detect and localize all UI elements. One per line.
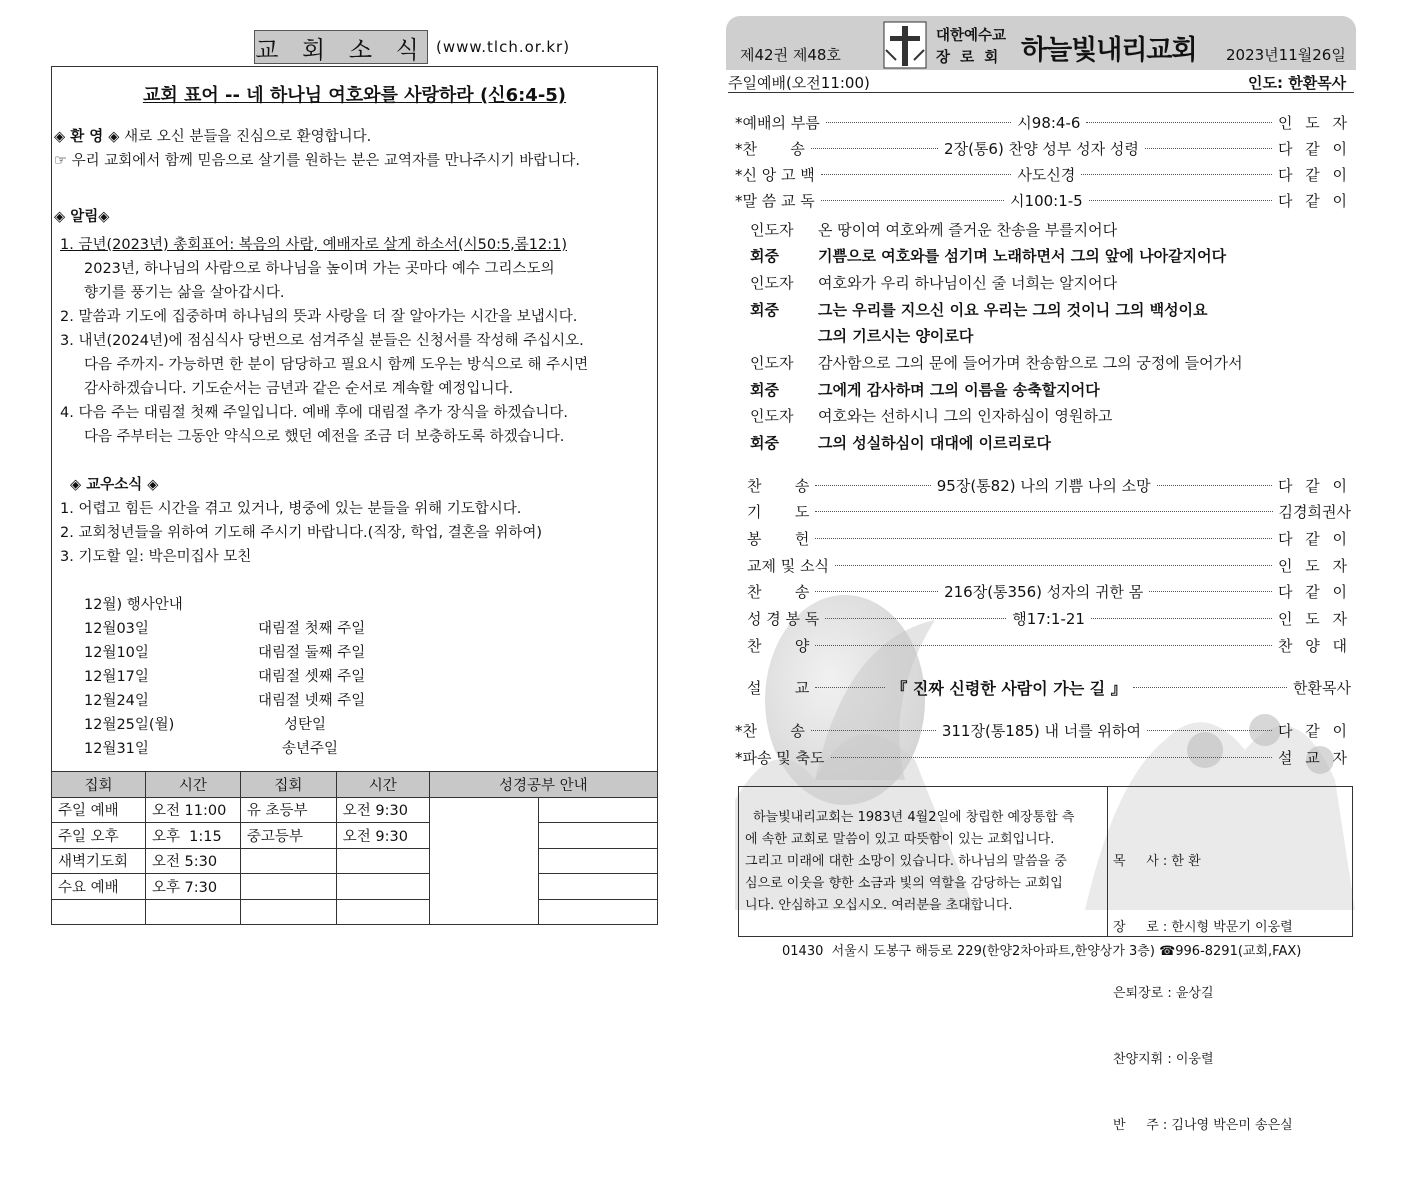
welcome-line: ◈ 환 영 ◈ 새로 오신 분들을 진심으로 환영합니다. [54,129,372,145]
event-name: 송년주일 [282,741,339,757]
col-header: 시간 [336,772,429,798]
schedule-header-row [52,772,658,798]
reading-speaker: 회중 [750,247,779,265]
table-cell: 오전 9:30 [336,797,429,823]
staff-list [1113,807,1293,1181]
table-cell [336,874,429,900]
order-item: 교제 및 소식 인 도 자 [747,556,1351,575]
notice-item: 2023년, 하나님의 사람으로 하나님을 높이며 가는 곳마다 예수 그리스도의 [84,261,555,277]
notice-item: 4. 다음 주는 대림절 첫째 주일입니다. 예배 후에 대림절 추가 장식을 하겠습니다. [60,405,568,421]
staff-line: 은퇴장로 : 윤상길 [1113,986,1214,1001]
table-cell: 오전 5:30 [145,848,240,874]
service-name: 주일예배(오전11:00) [728,74,870,92]
order-item: *예배의 부름 시98:4-6 인 도 자 [735,113,1351,132]
event-name: 대림절 넷째 주일 [258,693,366,709]
order-item: *말 씀 교 독 시100:1-5 다 같 이 [735,191,1351,210]
order-item: 찬 송 95장(통82) 나의 기쁨 나의 소망 다 같 이 [747,476,1352,495]
volume-number: 제42권 제48호 [740,46,841,64]
bulletin-date: 2023년11월26일 [1226,46,1346,64]
table-cell [429,797,539,925]
welcome-note: ☞ 우리 교회에서 함께 믿음으로 살기를 원하는 분은 교역자를 만나주시기 바랍니다. [54,153,580,169]
table-cell [539,848,658,874]
notice-item: 향기를 풍기는 삶을 살아갑시다. [84,285,285,301]
order-item: 봉 헌 다 같 이 [747,529,1351,548]
reading-speaker: 인도자 [750,354,794,372]
reading-speaker: 회중 [750,381,779,399]
about-line: 심으로 이웃을 향한 소금과 빛의 역할을 감당하는 교회입 [745,876,1063,891]
table-cell [145,899,240,925]
news-box [51,66,658,773]
order-item: *신 앙 고 백 사도신경 다 같 이 [735,165,1351,184]
service-leader: 인도: 한환목사 [1248,74,1347,92]
about-line: 그리고 미래에 대한 소망이 있습니다. 하나님의 말씀을 중 [745,854,1067,869]
cross-logo-icon [882,20,928,70]
news-item: 3. 기도할 일: 박은미집사 모친 [60,549,252,565]
col-header: 시간 [145,772,240,798]
table-cell [240,899,336,925]
order-item: 성 경 봉 독 행17:1-21 인 도 자 [747,609,1351,628]
reading-speaker: 인도자 [750,221,794,239]
denomination-line1: 대한예수교 [936,28,1007,44]
notice-item: 다음 주부터는 그동안 약식으로 했던 예전을 조금 더 보충하도록 하겠습니다. [84,429,565,445]
table-cell [539,899,658,925]
news-title: 교 회 소 식 [254,30,428,64]
order-item: *찬 송 2장(통6) 찬양 성부 성자 성령 다 같 이 [735,139,1352,158]
reading-line: 여호와는 선하시니 그의 인자하심이 영원하고 [818,407,1113,425]
table-cell: 오전 11:00 [145,797,240,823]
order-item: 찬 송 216장(통356) 성자의 귀한 몸 다 같 이 [747,582,1352,601]
table-cell: 주일 오후 [52,823,146,849]
col-header: 성경공부 안내 [429,772,657,798]
staff-line: 장 로 : 한시형 박문기 이웅렬 [1113,920,1293,935]
table-cell [52,899,146,925]
staff-line: 반 주 : 김나영 박은미 송은실 [1113,1118,1293,1133]
event-date: 12월31일 [84,741,149,757]
church-about [745,807,1074,917]
table-cell [539,874,658,900]
staff-line: 목 사 : 한 환 [1113,854,1201,869]
order-item: *파송 및 축도 설 교 자 [735,748,1351,767]
event-name: 대림절 셋째 주일 [258,669,366,685]
table-row [52,848,658,874]
notice-item: 2. 말씀과 기도에 집중하며 하나님의 뜻과 사랑을 더 잘 알아가는 시간을 보냅시다. [60,309,578,325]
notice-item: 1. 금년(2023년) 총회표어: 복음의 사람, 예배자로 살게 하소서(시50:5,롬12:1) [60,237,568,253]
table-cell: 중고등부 [240,823,336,849]
table-cell: 오전 9:30 [336,823,429,849]
denomination-line2: 장 로 회 [936,50,999,66]
events-heading: 12월) 행사안내 [84,597,183,613]
reading-speaker: 회중 [750,434,779,452]
col-header: 집회 [52,772,146,798]
table-cell: 오후 1:15 [145,823,240,849]
table-cell [240,874,336,900]
col-header: 집회 [240,772,336,798]
about-line: 니다. 안심하고 오십시오. 여러분을 초대합니다. [745,898,1013,913]
event-name: 대림절 첫째 주일 [258,621,366,637]
reading-speaker: 회중 [750,301,779,319]
table-cell [336,848,429,874]
church-motto: 교회 표어 -- 네 하나님 여호와를 사랑하라 (신6:4-5) [142,85,567,106]
reading-line: 그에게 감사하며 그의 이름을 송축할지어다 [818,381,1100,399]
reading-line: 그는 우리를 지으신 이요 우리는 그의 것이니 그의 백성이요 [818,301,1208,319]
table-cell [336,899,429,925]
staff-line: 찬양지휘 : 이웅렬 [1113,1052,1214,1067]
event-date: 12월03일 [84,621,149,637]
event-date: 12월25일(월) [84,717,175,733]
table-row [52,823,658,849]
table-cell: 수요 예배 [52,874,146,900]
notice-item: 3. 내년(2024년)에 점심식사 당번으로 섬겨주실 분들은 신청서를 작성해 주십시오. [60,333,584,349]
event-name: 성탄일 [284,717,327,733]
notice-item: 다음 주까지- 가능하면 한 분이 담당하고 필요시 함께 도우는 방식으로 해 주시면 [84,357,589,373]
header-rule [728,92,1354,93]
order-item: 찬 양 찬 양 대 [747,636,1351,655]
bulletin-header [726,16,1356,70]
event-date: 12월24일 [84,693,149,709]
table-cell [539,823,658,849]
reading-line: 온 땅이여 여호와께 즐거운 찬송을 부를지어다 [818,221,1118,239]
info-divider [1107,787,1108,936]
event-date: 12월10일 [84,645,149,661]
table-cell: 새벽기도회 [52,848,146,874]
schedule-table [51,771,658,925]
about-line: 하늘빛내리교회는 1983년 4월2일에 창립한 예장통합 측 [753,810,1075,825]
reading-line: 그의 성실하심이 대대에 이르리로다 [818,434,1052,452]
notice-heading: ◈ 알림◈ [54,209,110,225]
news-item: 1. 어렵고 힘든 시간을 겪고 있거나, 병중에 있는 분들을 위해 기도합시다. [60,501,522,517]
news-item: 2. 교회청년들을 위하여 기도해 주시기 바랍니다.(직장, 학업, 결혼을 위하여) [60,525,543,541]
table-cell: 주일 예배 [52,797,146,823]
table-row [52,874,658,900]
about-line: 에 속한 교회로 말씀이 있고 따뜻함이 있는 교회입니다. [745,832,1055,847]
reading-line: 감사함으로 그의 문에 들어가며 찬송함으로 그의 궁정에 들어가서 [818,354,1243,372]
event-name: 대림절 둘째 주일 [258,645,366,661]
order-item: *찬 송 311장(통185) 내 너를 위하여 다 같 이 [735,721,1352,740]
reading-line: 여호와가 우리 하나님이신 줄 너희는 알지어다 [818,274,1118,292]
reading-speaker: 인도자 [750,407,794,425]
church-name: 하늘빛내리교회 [1021,35,1197,66]
website-url[interactable]: (www.tlch.or.kr) [436,38,571,56]
church-address: 01430 서울시 도봉구 해등로 229(한양2차아파트,한양상가 3층) ☎996-8291(교회,FAX) [782,944,1302,959]
news-heading: ◈ 교우소식 ◈ [70,477,159,493]
reading-line: 그의 기르시는 양이로다 [818,327,974,345]
table-cell: 유 초등부 [240,797,336,823]
event-date: 12월17일 [84,669,149,685]
reading-speaker: 인도자 [750,274,794,292]
table-row [52,899,658,925]
table-cell [539,797,658,823]
table-cell: 오후 7:30 [145,874,240,900]
order-item: 기 도 김경희권사 [747,502,1351,521]
table-row [52,797,658,823]
notice-item: 감사하겠습니다. 기도순서는 금년과 같은 순서로 계속할 예정입니다. [84,381,514,397]
reading-line: 기쁨으로 여호와를 섬기며 노래하면서 그의 앞에 나아갈지어다 [818,247,1227,265]
sermon-item: 설 교 『 진짜 신령한 사람이 가는 길 』 한환목사 [747,678,1351,698]
table-cell [240,848,336,874]
